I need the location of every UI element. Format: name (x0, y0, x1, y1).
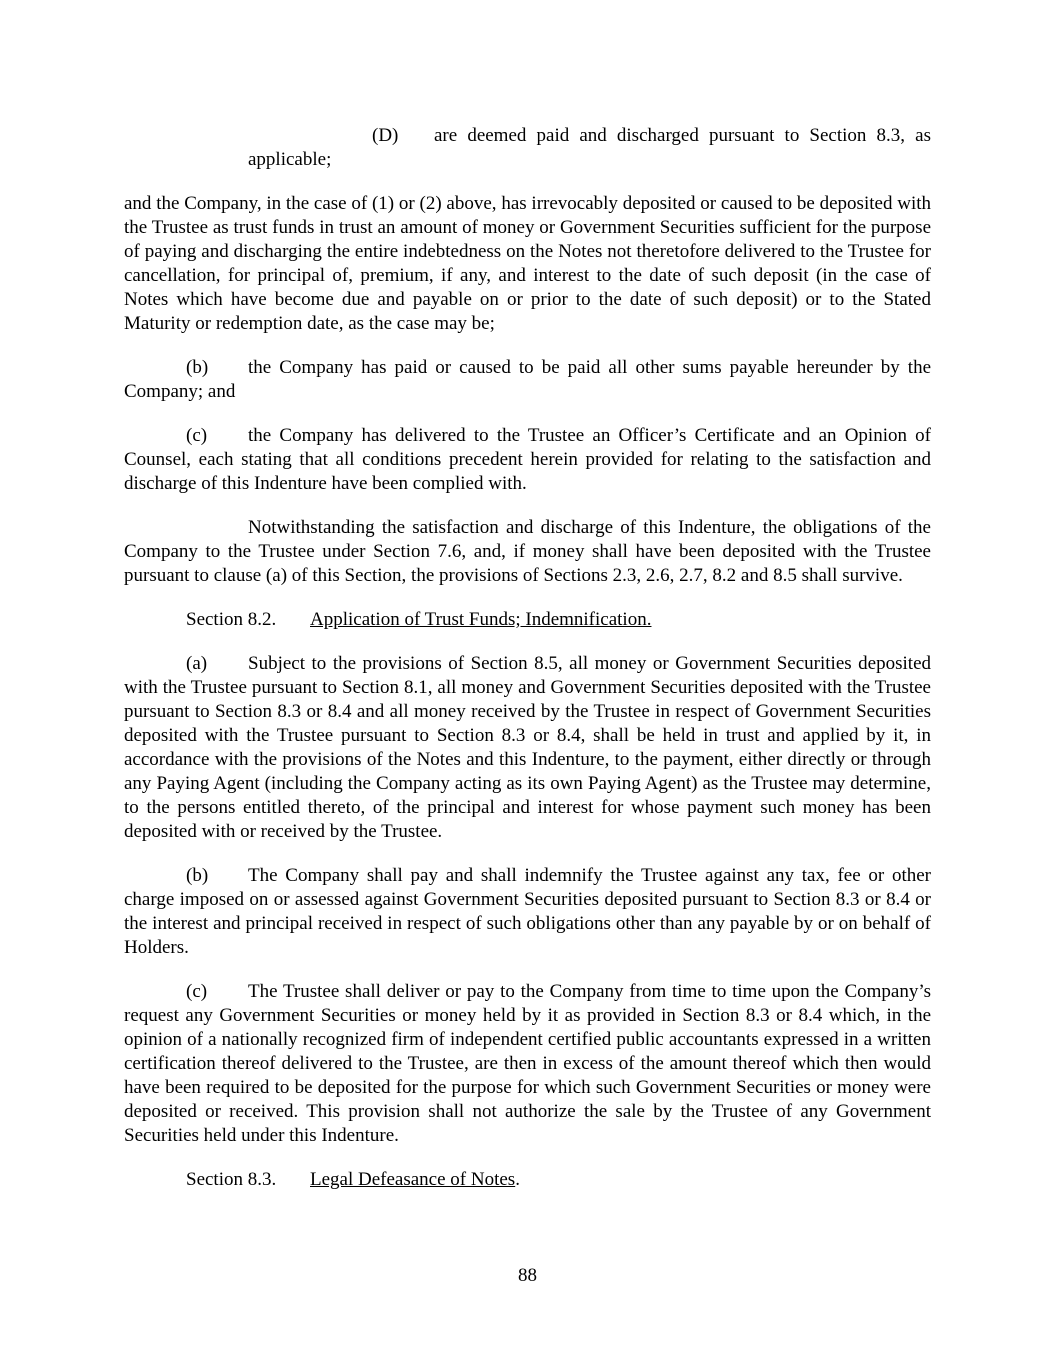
section-8-3-heading (124, 1168, 931, 1192)
section-8-2-clause-b (124, 864, 931, 960)
section-8-2-clause-a (124, 652, 931, 844)
section-8-2-clause-a-label: (a) (186, 653, 208, 674)
section-8-2-heading (124, 608, 931, 632)
section-8-3-title: Legal Defeasance of Notes (310, 1169, 516, 1190)
clause-c (124, 424, 931, 496)
section-8-2-clause-a-text: Subject to the provisions of Section 8.5, all money or Government Securities deposited with the Trustee pursuant to Section 8.1, all money and Government Securities deposited with the Trustee pursuant to Section 8.3 or 8.4 and all money received by the Trustee in respect of Government Securities deposited with the Trustee pursuant to Section 8.3 or 8.4, shall be held in trust and applied by it, in accordance with the provisions of the Notes and this Indenture, to the payment, either directly or through any Paying Agent (including the Company acting as its own Paying Agent) as the Trustee may determine, to the persons entitled thereto, of the principal and interest for whose payment such money has been deposited with or received by the Trustee. (124, 653, 931, 842)
paragraph-notwithstanding: Notwithstanding the satisfaction and discharge of this Indenture, the obligations of the Company to the Trustee under Section 7.6, and, if money shall have been deposited with the Trustee pursuant to clause (a) of this Section, the provisions of Sections 2.3, 2.6, 2.7, 8.2 and 8.5 shall survive. (124, 517, 931, 586)
section-8-2-title: Application of Trust Funds; Indemnification. (310, 609, 652, 630)
section-8-3-trailing-period: . (515, 1169, 520, 1190)
page-number: 88 (518, 1265, 537, 1286)
clause-b-text: the Company has paid or caused to be paid all other sums payable hereunder by the Company; and (124, 357, 931, 402)
section-8-2-clause-b-text: The Company shall pay and shall indemnify the Trustee against any tax, fee or other charge imposed on or assessed against Government Securities deposited pursuant to Section 8.3 or 8.4 or the interest and principal received in respect of such obligations other than any payable by or on behalf of Holders. (124, 865, 931, 958)
clause-b-label: (b) (186, 357, 209, 378)
document-page (124, 124, 931, 1212)
section-8-2-clause-c (124, 980, 931, 1148)
clause-d-text-line1: are deemed paid and discharged pursuant to Section 8.3, as (434, 125, 931, 146)
paragraph-deposit: and the Company, in the case of (1) or (2) above, has irrevocably deposited or caused to be deposited with the Trustee as trust funds in trust an amount of money or Government Securities sufficient for the purpose of paying and discharging the entire indebtedness on the Notes not theretofore delivered to the Trustee for cancellation, for principal of, premium, if any, and interest to the date of such deposit (in the case of Notes which have become due and payable on or prior to the date of such deposit) or to the Stated Maturity or redemption date, as the case may be; (124, 193, 931, 334)
clause-d-text-line2: applicable; (248, 149, 332, 170)
section-8-2-number: Section 8.2. (186, 609, 277, 630)
section-8-2-clause-c-text: The Trustee shall deliver or pay to the Company from time to time upon the Company’s request any Government Securities or money held by it as provided in Section 8.3 or 8.4 which, in the opinion of a nationally recognized firm of independent certified public accountants expressed in a written certification thereof delivered to the Trustee, are then in excess of the amount thereof which then would have been required to be deposited for the purpose for which such Government Securities or money were deposited or received. This provision shall not authorize the sale by the Trustee of any Government Securities held under this Indenture. (124, 981, 931, 1146)
section-8-2-clause-c-label: (c) (186, 981, 208, 1002)
section-8-2-clause-b-label: (b) (186, 865, 209, 886)
clause-b (124, 356, 931, 404)
clause-d-label: (D) (372, 125, 399, 146)
clause-c-text: the Company has delivered to the Trustee an Officer’s Certificate and an Opinion of Counsel, each stating that all conditions precedent herein provided for relating to the satisfaction and discharge of this Indenture have been complied with. (124, 425, 931, 494)
section-8-3-number: Section 8.3. (186, 1169, 277, 1190)
clause-c-label: (c) (186, 425, 208, 446)
clause-d (124, 124, 931, 172)
